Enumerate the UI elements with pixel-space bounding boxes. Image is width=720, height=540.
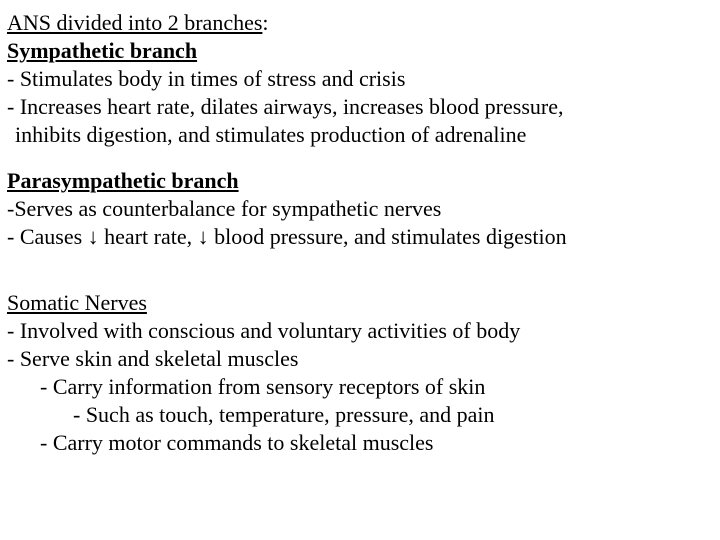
somatic-sub-subline: - Such as touch, temperature, pressure, and pain: [73, 402, 495, 427]
parasympathetic-line: -Serves as counterbalance for sympathetic nerves: [7, 196, 442, 221]
parasympathetic-heading: [7, 167, 715, 195]
sympathetic-line: - Stimulates body in times of stress and crisis: [7, 66, 406, 91]
intro-underlined-text: ANS divided into 2 branches: [7, 10, 263, 35]
somatic-subline: - Carry information from sensory receptors of skin: [40, 374, 486, 399]
section-spacer: [7, 149, 715, 167]
parasympathetic-heading-text: Parasympathetic branch: [7, 168, 239, 193]
somatic-line: - Involved with conscious and voluntary activities of body: [7, 318, 521, 343]
sympathetic-heading-text: Sympathetic branch: [7, 38, 198, 63]
sympathetic-line: - Increases heart rate, dilates airways, increases blood pressure,: [7, 94, 564, 119]
sympathetic-line-continued: inhibits digestion, and stimulates production of adrenaline: [15, 122, 527, 147]
intro-line: [7, 9, 715, 37]
somatic-heading: [7, 289, 715, 317]
slide-body: [7, 9, 715, 457]
parasympathetic-line: - Causes ↓ heart rate, ↓ blood pressure, and stimulates digestion: [7, 224, 567, 249]
somatic-line: - Serve skin and skeletal muscles: [7, 346, 299, 371]
somatic-subline: - Carry motor commands to skeletal muscles: [40, 430, 434, 455]
section-spacer: [7, 251, 715, 289]
somatic-heading-text: Somatic Nerves: [7, 290, 147, 315]
intro-colon: :: [262, 10, 269, 35]
sympathetic-heading: [7, 37, 715, 65]
